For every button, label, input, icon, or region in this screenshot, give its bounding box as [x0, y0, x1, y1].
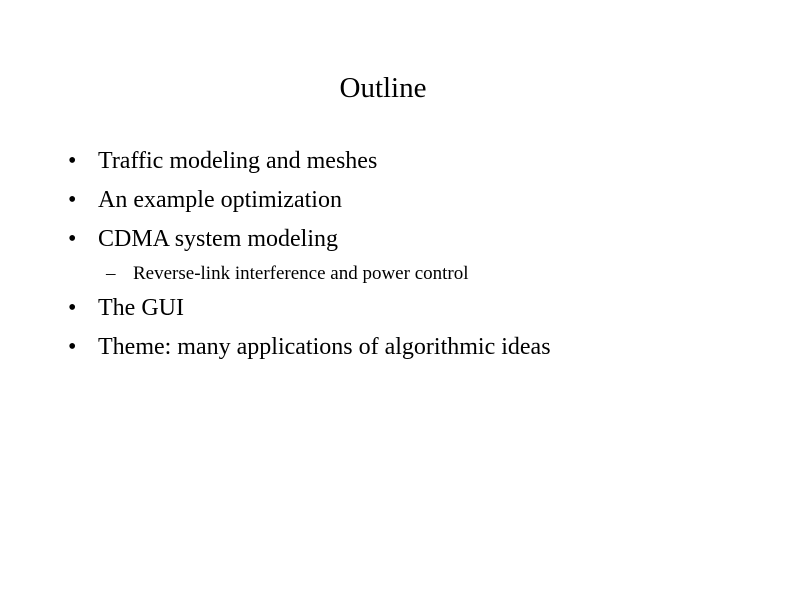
bullet-marker: • — [68, 295, 77, 321]
sub-bullet-text: Reverse-link interference and power control — [133, 263, 469, 284]
sub-bullet-marker: – — [106, 263, 116, 284]
bullet-marker: • — [68, 187, 77, 213]
bullet-text: Traffic modeling and meshes — [98, 148, 378, 174]
sub-bullet-item — [0, 259, 800, 289]
bullet-item — [0, 220, 800, 259]
bullet-marker: • — [68, 334, 77, 360]
bullet-item — [0, 181, 800, 220]
bullet-item — [0, 142, 800, 181]
bullet-text: CDMA system modeling — [98, 226, 339, 252]
bullet-text: The GUI — [98, 295, 184, 321]
bullet-item — [0, 328, 800, 367]
slide-title: Outline — [339, 72, 427, 104]
bullet-list — [0, 142, 800, 367]
bullet-marker: • — [68, 226, 77, 252]
bullet-text: Theme: many applications of algorithmic ideas — [98, 334, 551, 360]
bullet-marker: • — [68, 148, 77, 174]
bullet-text: An example optimization — [98, 187, 342, 213]
bullet-item — [0, 289, 800, 328]
